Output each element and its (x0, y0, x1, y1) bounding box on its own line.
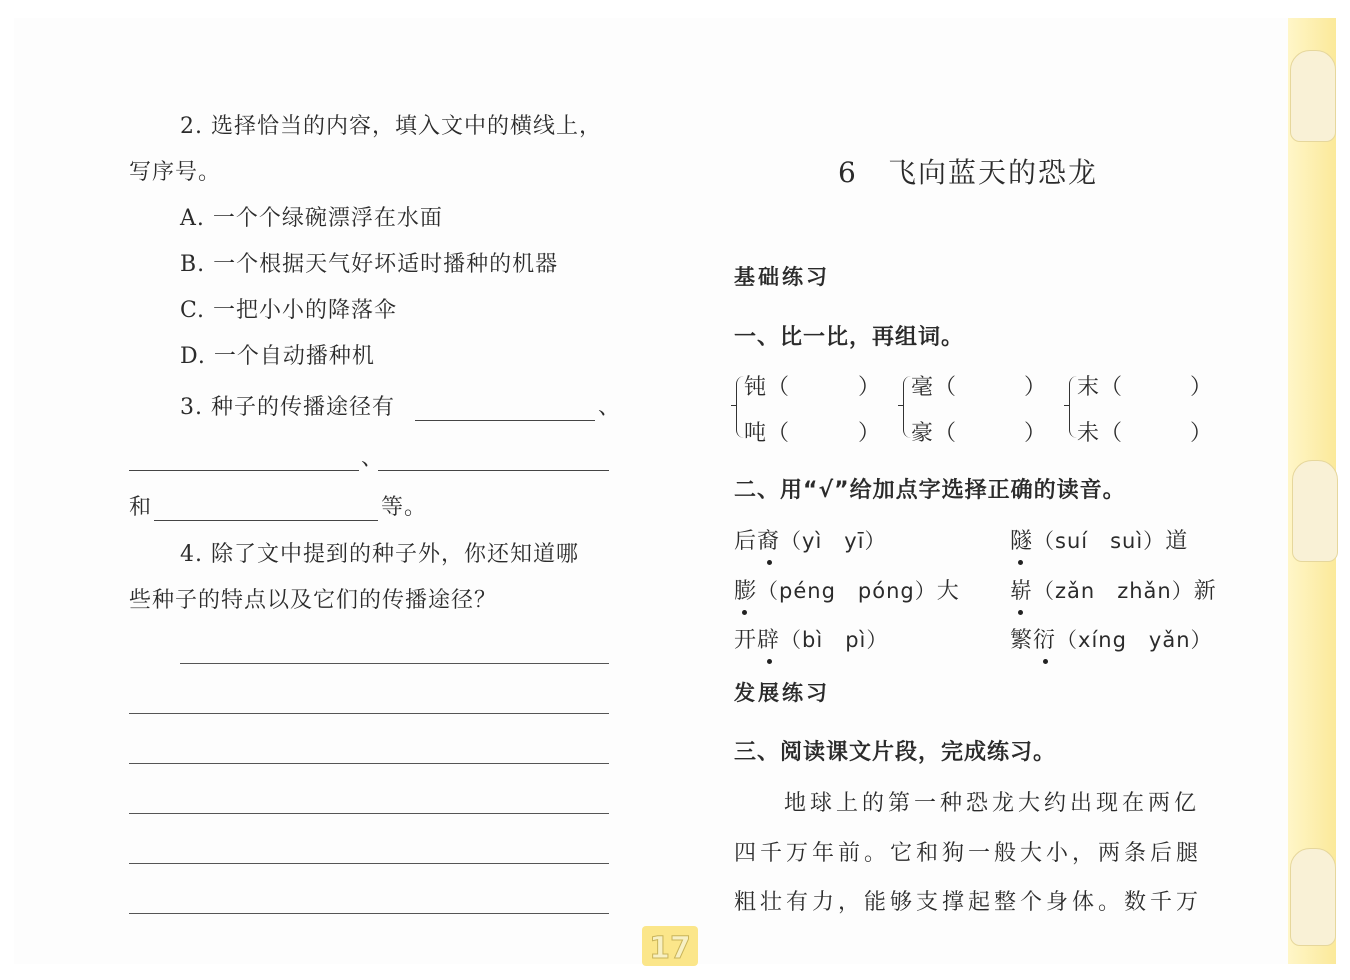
question-2-line1: 2. 选择恰当的内容，填入文中的横线上， (180, 114, 602, 139)
compare-char: 末（ (1077, 375, 1124, 400)
separator: 、 (361, 446, 385, 471)
task-3-heading: 三、阅读课文片段，完成练习。 (734, 740, 1057, 765)
cartoon-mascot-icon (1290, 50, 1336, 142)
compare-char: 豪（ (911, 421, 958, 446)
answer-line[interactable] (129, 913, 609, 914)
page-number: 17 (642, 926, 698, 966)
lesson-number: 6 (838, 156, 858, 189)
conjunction-and: 和 (129, 495, 153, 520)
compare-char: 毫（ (911, 375, 958, 400)
question-4-line2: 些种子的特点以及它们的传播途径？ (129, 588, 498, 613)
passage-line: 地球上的第一种恐龙大约出现在两亿 (784, 791, 1201, 816)
answer-line[interactable] (129, 863, 609, 864)
reading-item: 后裔（yì yī） (734, 529, 887, 554)
emphasis-dot (767, 659, 772, 664)
answer-line[interactable] (129, 813, 609, 814)
answer-line[interactable] (180, 663, 609, 664)
development-practice-heading: 发展练习 (734, 681, 830, 705)
cartoon-mascot-icon (1290, 848, 1336, 946)
emphasis-dot (1043, 659, 1048, 664)
cartoon-mascot-icon (1292, 460, 1338, 562)
reading-item: 膨（péng póng）大 (734, 579, 960, 604)
answer-blank[interactable] (154, 520, 378, 521)
compare-char: 未（ (1077, 421, 1124, 446)
emphasis-dot (767, 560, 772, 565)
answer-line[interactable] (129, 763, 609, 764)
close-paren: ） (1024, 375, 1048, 400)
passage-line: 四千万年前。它和狗一般大小，两条后腿 (734, 841, 1203, 866)
option-b: B. 一个根据天气好坏适时播种的机器 (180, 252, 559, 277)
task-2-heading: 二、用“√”给加点字选择正确的读音。 (734, 478, 1126, 503)
reading-item: 崭（zǎn zhǎn）新 (1010, 579, 1217, 604)
close-paren: ） (1024, 421, 1048, 446)
close-paren: ） (858, 375, 882, 400)
option-c: C. 一把小小的降落伞 (180, 298, 398, 323)
question-3-prompt: 3. 种子的传播途径有 (180, 395, 395, 420)
option-a: A. 一个个绿碗漂浮在水面 (180, 206, 443, 231)
passage-line: 粗壮有力，能够支撑起整个身体。数千万 (734, 890, 1203, 915)
answer-blank[interactable] (378, 470, 609, 471)
reading-item: 开辟（bì pì） (734, 628, 889, 653)
reading-item: 繁衍（xíng yǎn） (1010, 628, 1213, 653)
close-paren: ） (858, 421, 882, 446)
reading-item: 隧（suí suì）道 (1010, 529, 1189, 554)
emphasis-dot (742, 610, 747, 615)
answer-blank[interactable] (415, 420, 595, 421)
lesson-title: 飞向蓝天的恐龙 (888, 156, 1099, 189)
emphasis-dot (1018, 610, 1023, 615)
option-d: D. 一个自动播种机 (180, 344, 375, 369)
answer-blank[interactable] (129, 470, 359, 471)
close-paren: ） (1190, 375, 1214, 400)
separator: 、 (598, 395, 622, 420)
compare-char: 钝（ (744, 375, 791, 400)
close-paren: ） (1190, 421, 1214, 446)
compare-char: 吨（ (744, 421, 791, 446)
question-3-end: 等。 (381, 495, 428, 520)
question-4-line1: 4. 除了文中提到的种子外，你还知道哪 (180, 542, 579, 567)
emphasis-dot (1018, 560, 1023, 565)
basic-practice-heading: 基础练习 (734, 265, 830, 289)
task-1-heading: 一、比一比，再组词。 (734, 325, 965, 350)
answer-line[interactable] (129, 713, 609, 714)
question-2-line2: 写序号。 (129, 160, 222, 185)
